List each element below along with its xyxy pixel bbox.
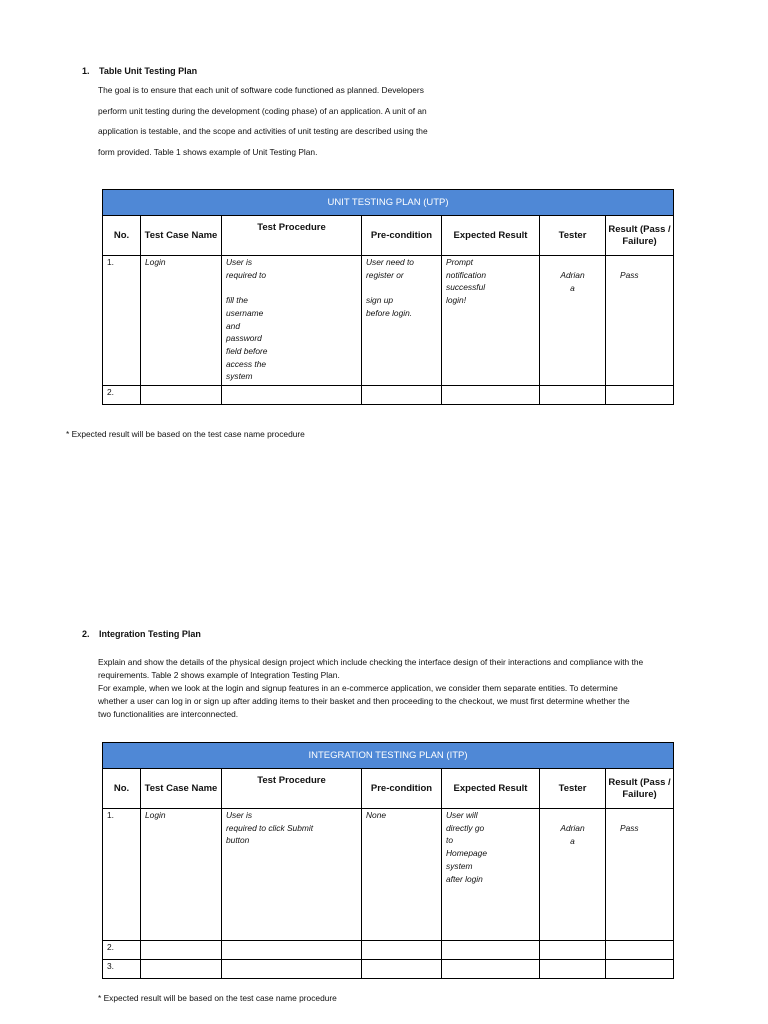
procedure-line: fill the	[226, 295, 248, 306]
unit-testing-plan-table	[102, 189, 674, 405]
cell-empty	[540, 960, 606, 979]
tester-line: a	[570, 835, 575, 846]
procedure-line	[226, 281, 361, 294]
cell-empty	[606, 386, 674, 405]
cell-empty	[606, 941, 674, 960]
section-1-number: 1.	[82, 66, 90, 76]
cell-tester	[540, 809, 606, 941]
cell-test-case: Login	[141, 809, 222, 941]
header-result: Result (Pass / Failure)	[606, 769, 674, 809]
procedure-line: User is	[226, 257, 253, 267]
procedure-line: and	[226, 320, 240, 331]
procedure-line: required to click Submit	[226, 822, 314, 833]
precondition-line	[366, 281, 441, 294]
expected-line: Homepage	[446, 848, 487, 859]
tester-line: Adrian	[560, 270, 585, 280]
paragraph-line: two functionalities are interconnected.	[98, 709, 239, 719]
cell-empty	[141, 941, 222, 960]
cell-no: 1.	[103, 809, 141, 941]
paragraph-line: Explain and show the details of the physical design project which include checking the interface design of their interactions and compliance with the	[98, 657, 644, 667]
precondition-line: register or	[366, 269, 404, 280]
cell-expected-result	[442, 256, 540, 386]
header-no: No.	[103, 769, 141, 809]
cell-no: 2.	[103, 386, 141, 405]
expected-line: Prompt	[446, 257, 473, 267]
section-2-title: Integration Testing Plan	[99, 629, 201, 639]
table-row	[103, 941, 674, 960]
cell-empty	[540, 386, 606, 405]
expected-line: to	[446, 835, 453, 846]
cell-empty	[222, 960, 362, 979]
integration-testing-plan-table	[102, 742, 674, 979]
cell-empty	[222, 941, 362, 960]
tester-line: a	[570, 282, 575, 293]
paragraph-line: perform unit testing during the development (coding phase) of an application. A unit of an	[98, 105, 427, 116]
expected-line: successful	[446, 282, 486, 293]
header-pre-condition: Pre-condition	[362, 769, 442, 809]
header-expected-result: Expected Result	[442, 216, 540, 256]
cell-empty	[442, 941, 540, 960]
expected-line: after login	[446, 873, 483, 884]
procedure-line: username	[226, 307, 264, 318]
section-1-heading	[82, 66, 197, 76]
header-test-procedure: Test Procedure	[222, 769, 362, 809]
paragraph-line: form provided. Table 1 shows example of Unit Testing Plan.	[98, 146, 318, 157]
procedure-line: password	[226, 333, 262, 344]
header-test-case-name: Test Case Name	[141, 769, 222, 809]
cell-no: 1.	[103, 256, 141, 386]
cell-empty	[141, 960, 222, 979]
table-row	[103, 960, 674, 979]
table-title: INTEGRATION TESTING PLAN (ITP)	[103, 743, 674, 769]
cell-empty	[141, 386, 222, 405]
cell-pre-condition	[362, 256, 442, 386]
cell-result: Pass	[606, 256, 674, 386]
procedure-line: button	[226, 835, 250, 846]
tester-line: Adrian	[560, 823, 585, 833]
cell-empty	[442, 960, 540, 979]
expected-line: system	[446, 860, 473, 871]
paragraph-line: application is testable, and the scope and activities of unit testing are described using the	[98, 126, 428, 137]
header-no: No.	[103, 216, 141, 256]
cell-test-procedure	[222, 256, 362, 386]
header-test-case-name: Test Case Name	[141, 216, 222, 256]
precondition-line: before login.	[366, 307, 413, 318]
expected-line: directly go	[446, 822, 485, 833]
precondition-line: sign up	[366, 295, 394, 306]
section-1-paragraph	[98, 80, 518, 162]
header-expected-result: Expected Result	[442, 769, 540, 809]
cell-empty	[442, 386, 540, 405]
cell-empty	[362, 386, 442, 405]
header-result: Result (Pass / Failure)	[606, 216, 674, 256]
expected-line: login!	[446, 295, 467, 306]
cell-empty	[540, 941, 606, 960]
section-2-paragraph	[98, 656, 718, 721]
table-title: UNIT TESTING PLAN (UTP)	[103, 190, 674, 216]
paragraph-line: whether a user can log in or sign up after adding items to their basket and then proceeding to the checkout, we must first determine whether the	[98, 696, 630, 706]
table-row	[103, 809, 674, 941]
procedure-line: system	[226, 371, 253, 382]
section-2-note: * Expected result will be based on the test case name procedure	[98, 993, 337, 1003]
cell-empty	[362, 941, 442, 960]
cell-empty	[222, 386, 362, 405]
header-test-procedure: Test Procedure	[222, 216, 362, 256]
cell-result: Pass	[606, 809, 674, 941]
cell-expected-result	[442, 809, 540, 941]
table-row	[103, 386, 674, 405]
precondition-line: User need to	[366, 257, 414, 267]
section-2-heading	[82, 629, 201, 639]
header-tester: Tester	[540, 769, 606, 809]
cell-empty	[362, 960, 442, 979]
expected-line: User will	[446, 810, 478, 820]
procedure-line: access the	[226, 358, 267, 369]
cell-no: 3.	[103, 960, 141, 979]
cell-test-case: Login	[141, 256, 222, 386]
header-tester: Tester	[540, 216, 606, 256]
cell-tester	[540, 256, 606, 386]
paragraph-line: For example, when we look at the login and signup features in an e-commerce application, we consider them separate entities. To determine	[98, 683, 618, 693]
procedure-line: User is	[226, 810, 253, 820]
paragraph-line: requirements. Table 2 shows example of Integration Testing Plan.	[98, 670, 340, 680]
section-1-title: Table Unit Testing Plan	[99, 66, 198, 76]
paragraph-line: The goal is to ensure that each unit of software code functioned as planned. Developers	[98, 85, 424, 95]
section-1-note: * Expected result will be based on the test case name procedure	[66, 429, 305, 439]
table-row	[103, 256, 674, 386]
header-pre-condition: Pre-condition	[362, 216, 442, 256]
cell-test-procedure	[222, 809, 362, 941]
cell-pre-condition: None	[362, 809, 442, 941]
procedure-line: field before	[226, 345, 268, 356]
expected-line: notification	[446, 269, 487, 280]
section-2-number: 2.	[82, 629, 90, 639]
procedure-line: required to	[226, 269, 267, 280]
cell-no: 2.	[103, 941, 141, 960]
cell-empty	[606, 960, 674, 979]
